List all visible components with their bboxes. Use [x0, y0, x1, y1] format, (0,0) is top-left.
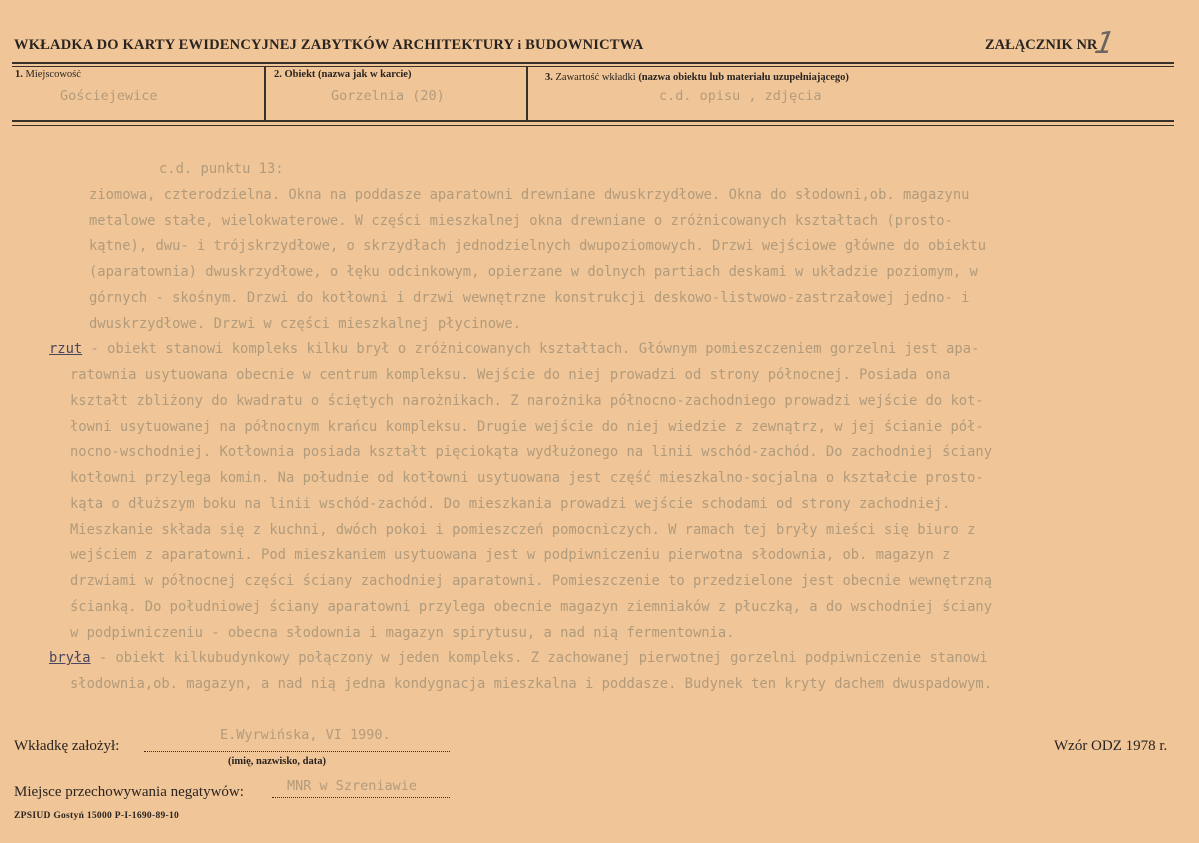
body-line: ziomowa, czterodzielna. Okna na poddasze aparatowni drewniane dwuskrzydłowe. Okna do słodowni,ob. magazynu — [89, 186, 970, 203]
cell-1-label: 1. Miejscowość — [15, 69, 81, 80]
cell-3-value: c.d. opisu , zdjęcia — [659, 88, 822, 104]
header-rule-top-thin — [12, 66, 1174, 67]
body-line: w podpiwniczeniu - obecna słodownia i magazyn spirytusu, a nad nią fermentownia. — [70, 624, 735, 641]
body-line: ścianką. Do południowej ściany aparatowni przylega obecnie magazyn ziemniaków z płuczką, a do wschodniej ściany — [70, 598, 993, 615]
body-line: kąta o dłuższym boku na linii wschód-zachód. Do mieszkania prowadzi wejście schodami od strony zachodniej. — [70, 495, 951, 512]
cells-rule-bottom — [12, 120, 1174, 122]
wkladke-zalozyl-label: Wkładkę założył: — [14, 738, 120, 754]
wzor-label: Wzór ODZ 1978 r. — [1054, 738, 1168, 754]
body-line: metalowe stałe, wielokwaterowe. W części mieszkalnej okna drewniane o zróżnicowanych kształtach (prosto- — [89, 212, 953, 229]
cell-2-value: Gorzelnia (20) — [331, 88, 445, 104]
body-line: kątne), dwu- i trójskrzydłowe, o skrzydłach jednodzielnych dwupoziomowych. Drzwi wejściowe główne do obiektu — [89, 238, 987, 255]
body-line: (aparatownia) dwuskrzydłowe, o łęku odcinkowym, opierzane w dolnych partiach deskami w układzie poziomym, w — [89, 264, 978, 280]
rzut-keyword: rzut — [49, 341, 83, 358]
body-line: ratownia usytuowana obecnie w centrum kompleksu. Wejście do niej prowadzi od strony północnej. Posiada ona — [70, 367, 951, 383]
header-rule-top — [12, 62, 1174, 64]
body-line: nocno-wschodniej. Kotłownia posiada kształt pięciokąta wydłużonego na linii wschód-zachód. Do zachodniej ściany — [70, 444, 993, 461]
wkladke-hint: (imię, nazwisko, data) — [228, 756, 326, 767]
cell-divider-1 — [264, 66, 266, 121]
form-title: WKŁADKA DO KARTY EWIDENCYJNEJ ZABYTKÓW ARCHITEKTURY i BUDOWNICTWA — [14, 37, 644, 53]
body-line: wejściem z aparatowni. Pod mieszkaniem usytuowana jest w podpiwniczeniu pierwotna słodownia, ob. magazyn z — [70, 547, 951, 564]
bryla-keyword: bryła — [49, 650, 91, 667]
body-line: kotłowni przylega komin. Na południe od kotłowni usytuowana jest część mieszkalno-socjalna o kształcie prosto- — [70, 470, 984, 486]
zalacznik-label: ZAŁĄCZNIK NR — [985, 37, 1098, 53]
cell-divider-2 — [526, 66, 528, 121]
body-line: c.d. punktu 13: — [159, 161, 284, 177]
wkladke-value: E.Wyrwińska, VI 1990. — [220, 727, 391, 743]
negatywy-label: Miejsce przechowywania negatywów: — [14, 784, 244, 800]
cell-2-label: 2. Obiekt (nazwa jak w karcie) — [274, 69, 412, 80]
body-line-rzut: rzut - obiekt stanowi kompleks kilku brył o zróżnicowanych kształtach. Głównym pomieszczeniem gorzelni jest apa- — [49, 341, 980, 358]
description-text — [49, 157, 1199, 698]
wkladke-dotted-line — [144, 750, 450, 752]
body-line: łowni usytuowanej na północnym krańcu kompleksu. Drugie wejście do niej wiedzie z zewnątrz, w jej ścianie pół- — [70, 418, 984, 435]
body-line-bryla: bryła - obiekt kilkubudynkowy połączony w jeden kompleks. Z zachowanej pierwotnej gorzelni podpiwniczenie stanowi — [49, 650, 988, 667]
cells-rule-bottom-thin — [12, 125, 1174, 126]
body-line: drzwiami w północnej części ściany zachodniej aparatowni. Pomieszczenie to przedzielone jest obecnie wewnętrzną — [70, 573, 993, 589]
negatywy-value: MNR w Szreniawie — [287, 778, 418, 794]
print-info: ZPSIUD Gostyń 15000 P-I-1690-89-10 — [14, 811, 180, 821]
body-line: dwuskrzydłowe. Drzwi w części mieszkalnej płycinowe. — [89, 315, 521, 332]
negatywy-dotted-line — [272, 796, 450, 798]
cell-3-label: 3. Zawartość wkładki (nazwa obiektu lub materiału uzupełniającego) — [545, 72, 849, 83]
zalacznik-number: 1 — [1091, 26, 1118, 61]
body-line: górnych - skośnym. Drzwi do kotłowni i drzwi wewnętrzne konstrukcji deskowo-listwowo-zastrzałowej jedno- i — [89, 289, 970, 306]
cell-1-value: Gościejewice — [60, 88, 158, 104]
body-line: Mieszkanie składa się z kuchni, dwóch pokoi i pomieszczeń pomocniczych. W ramach tej bryły mieści się biuro z — [70, 521, 976, 538]
body-line: kształt zbliżony do kwadratu o ściętych narożnikach. Z narożnika północno-zachodniego prowadzi wejście do kot- — [70, 392, 984, 409]
body-line: słodownia,ob. magazyn, a nad nią jedna kondygnacja mieszkalna i poddasze. Budynek ten kryty dachem dwuspadowym. — [70, 676, 993, 692]
